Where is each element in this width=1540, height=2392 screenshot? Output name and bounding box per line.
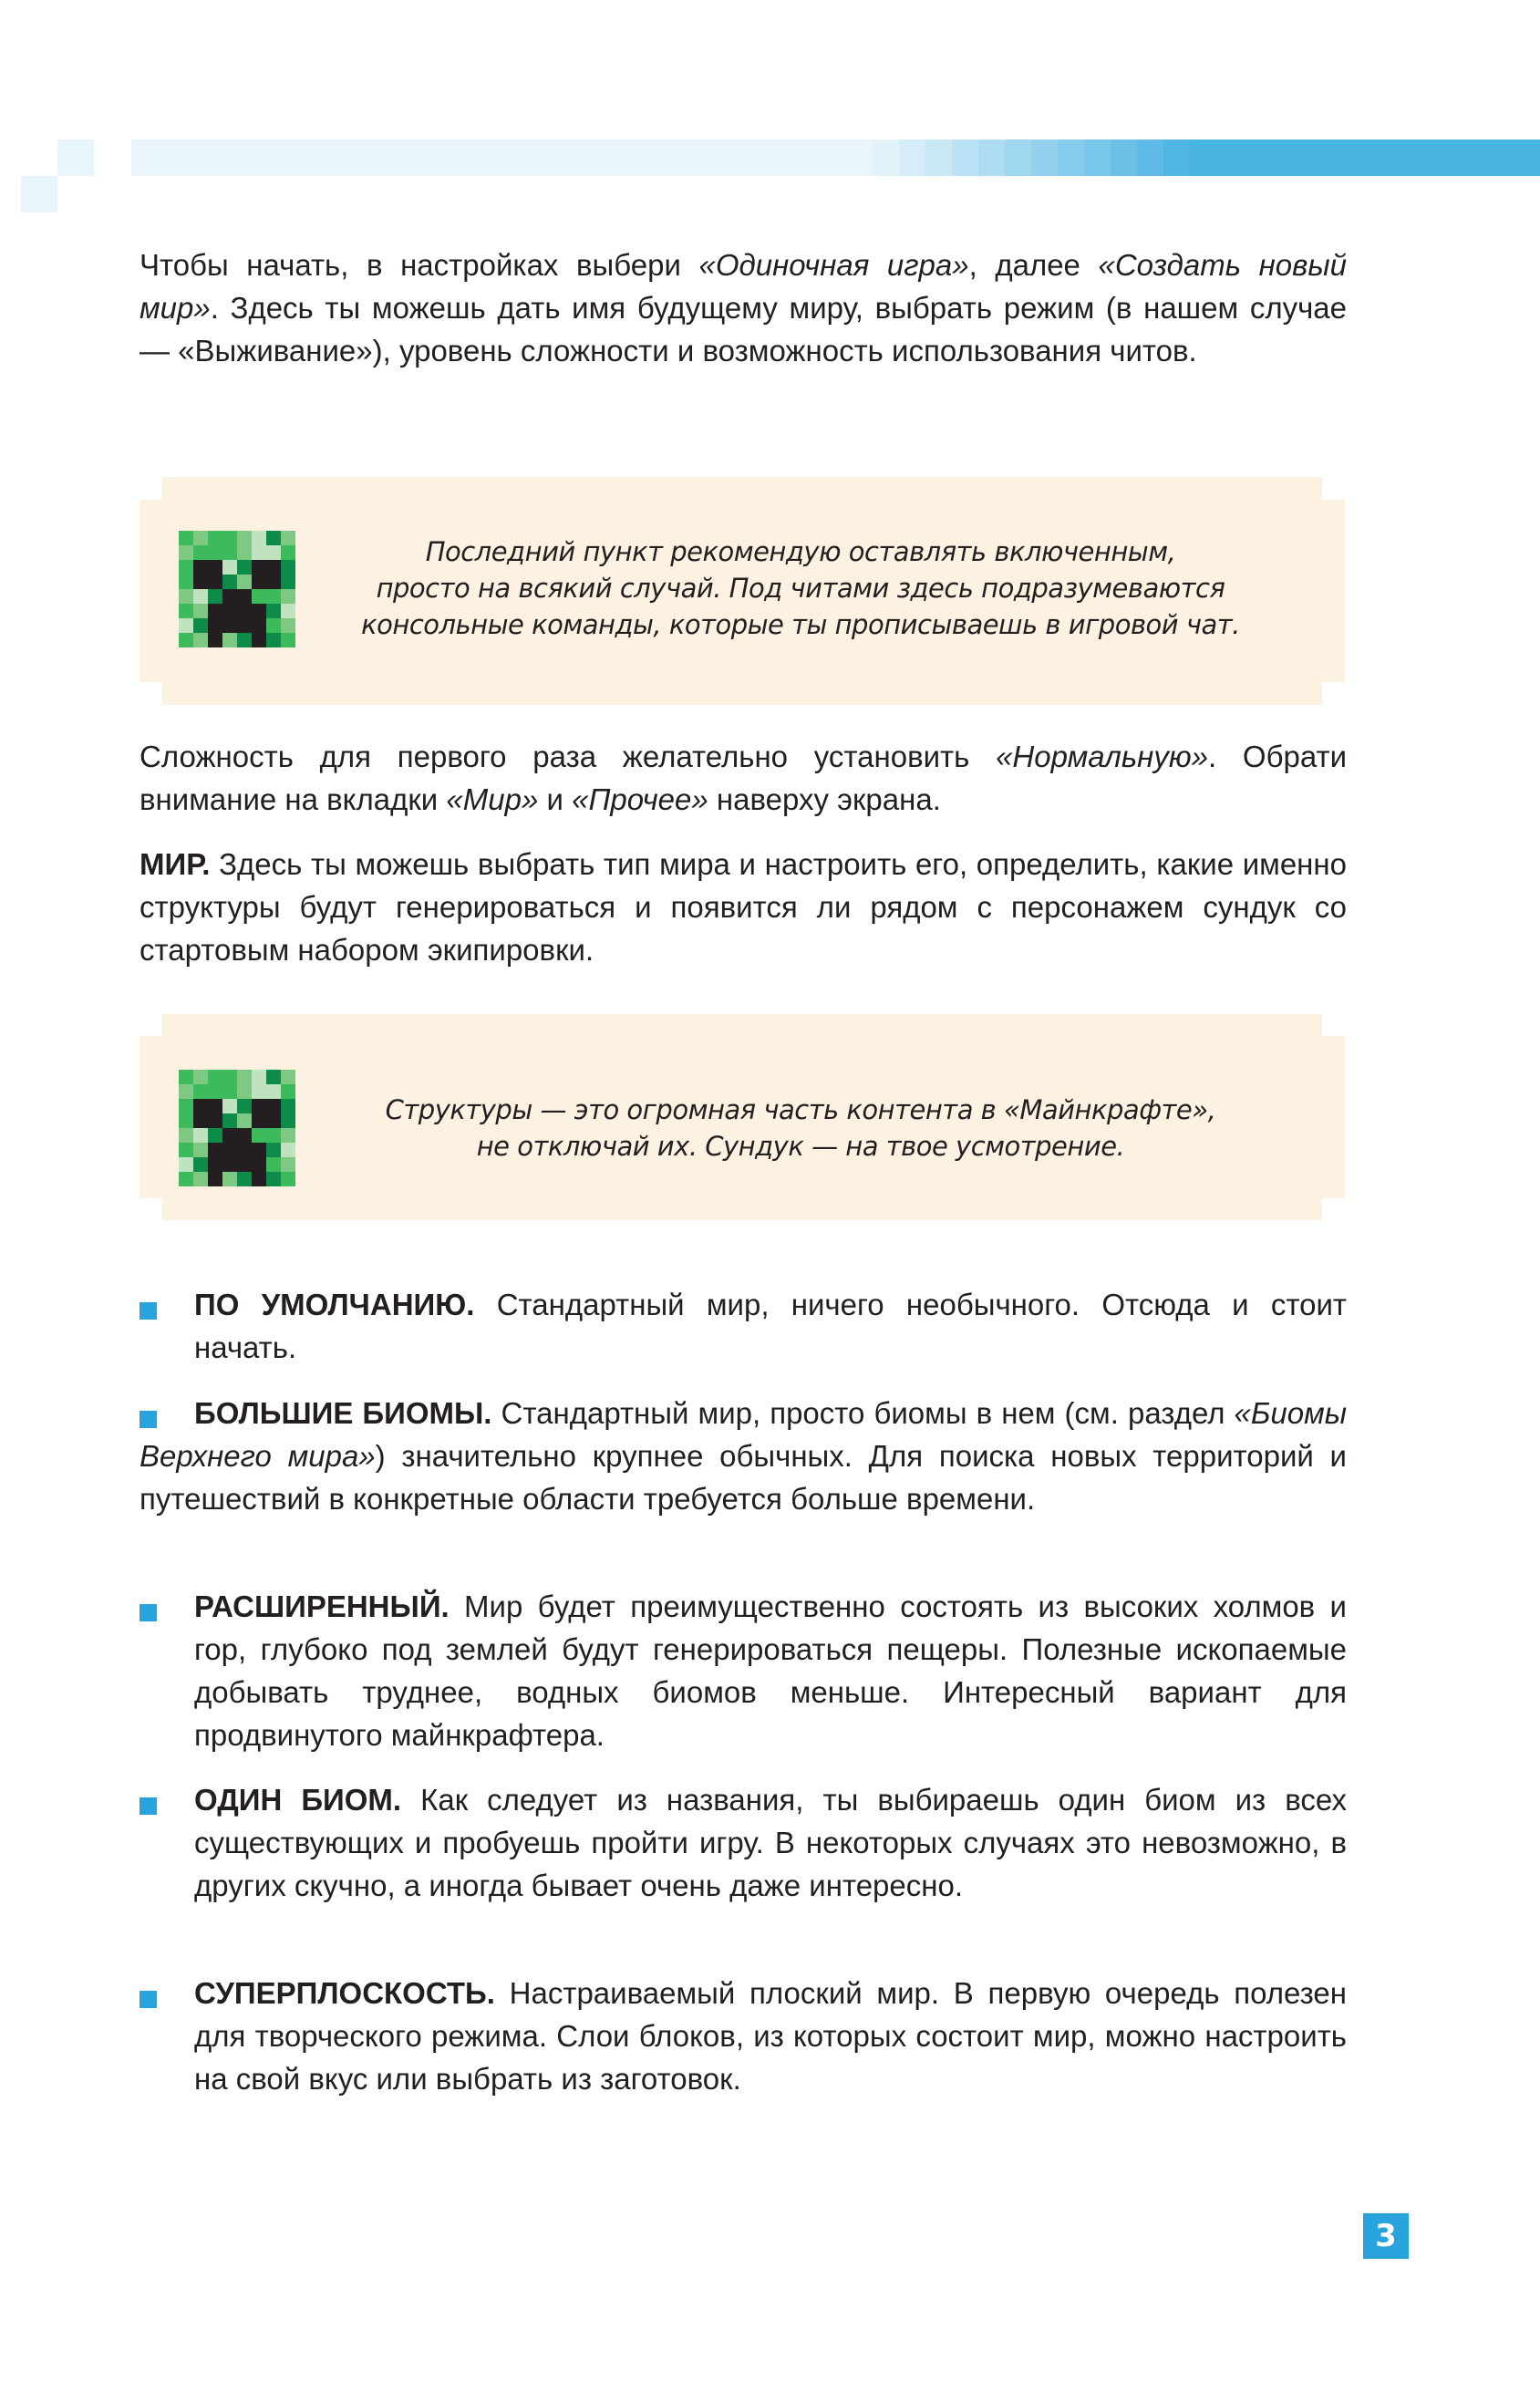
list-item-text: [194, 1283, 1347, 1369]
list-item-text: [194, 1972, 1347, 2100]
bullet-square-icon: [140, 1302, 157, 1320]
header-decor-bar: [0, 0, 1540, 237]
callout-line: консольные команды, которые ты прописываешь в игровой чат.: [361, 609, 1240, 640]
section-label: МИР.: [140, 847, 211, 881]
menu-reference: «Нормальную»: [996, 740, 1208, 773]
bullet-square-icon: [140, 1797, 157, 1815]
header-pale-strip: [131, 140, 873, 176]
tip-callout: [140, 477, 1345, 705]
text: Сложность для первого раза желательно установить: [140, 740, 997, 773]
tab-reference: «Прочее»: [572, 782, 708, 816]
tip-callout: [140, 1014, 1345, 1220]
item-title: ОДИН БИОМ.: [194, 1783, 402, 1817]
item-desc: Стандартный мир, просто биомы в нем (см. раздел: [491, 1396, 1235, 1430]
text: . Обрати внимание на вкладки: [140, 740, 1347, 816]
header-pixel-square: [57, 140, 94, 176]
item-desc: ) значительно крупнее обычных. Для поиска новых территорий и путешествий в конкретные области требуется больше времени.: [140, 1439, 1347, 1516]
item-title: СУПЕРПЛОСКОСТЬ.: [194, 1976, 495, 2010]
creeper-icon: [179, 1070, 295, 1186]
item-desc: Как следует из названия, ты выбираешь один биом из всех существующих и пробуешь пройти игру. В некоторых случаях это невозможно, в других скучно, а иногда бывает очень даже интересно.: [194, 1783, 1347, 1902]
callout-line: Структуры — это огромная часть контента в «Майнкрафте»,: [385, 1094, 1216, 1125]
item-desc: Стандартный мир, ничего необычного. Отсюда и стоит начать.: [194, 1288, 1347, 1364]
section-reference: «Биомы Верхнего мира»: [140, 1396, 1347, 1473]
callout-text: [313, 533, 1288, 643]
list-item-text: [194, 1585, 1347, 1756]
bullet-square-icon: [140, 1604, 157, 1621]
text: и: [538, 782, 573, 816]
list-item-text: [194, 1778, 1347, 1907]
item-desc: Мир будет преимущественно состоять из высоких холмов и гор, глубоко под землей будут генерироваться пещеры. Полезные ископаемые добывать труднее, водных биомов меньше. Интересный вариант для продвинутого майнкрафтера.: [194, 1589, 1347, 1752]
difficulty-paragraph: [140, 735, 1347, 821]
menu-reference: «Одиночная игра»: [698, 248, 969, 282]
item-desc: Настраиваемый плоский мир. В первую очередь полезен для творческого режима. Слои блоков, из которых состоит мир, можно настроить на свой вкус или выбрать из заготовок.: [194, 1976, 1347, 2096]
item-title: БОЛЬШИЕ БИОМЫ.: [194, 1396, 492, 1430]
list-item-text: [140, 1392, 1347, 1520]
text: Чтобы начать, в настройках выбери: [140, 248, 699, 282]
creeper-icon: [179, 531, 295, 647]
tab-reference: «Мир»: [446, 782, 539, 816]
menu-reference: «Создать новый мир»: [140, 248, 1347, 325]
callout-line: не отключай их. Сундук — на твое усмотрение.: [476, 1131, 1125, 1162]
callout-line: Последний пункт рекомендую оставлять включенным,: [425, 536, 1176, 567]
callout-text: [313, 1092, 1288, 1165]
text: Здесь ты можешь выбрать тип мира и настроить его, определить, какие именно структуры будут генерироваться и появится ли рядом с персонажем сундук со стартовым набором экипировки.: [140, 847, 1347, 967]
header-pixel-square: [21, 176, 57, 212]
bullet-square-icon: [140, 1991, 157, 2008]
text: , далее: [968, 248, 1099, 282]
world-paragraph: [140, 843, 1347, 971]
item-title: ПО УМОЛЧАНИЮ.: [194, 1288, 475, 1321]
intro-paragraph: [140, 243, 1347, 372]
text: . Здесь ты можешь дать имя будущему миру, выбрать режим (в нашем случае — «Выживание»), уровень сложности и возможность использования читов.: [140, 291, 1347, 368]
item-title: РАСШИРЕННЫЙ.: [194, 1589, 450, 1623]
callout-line: просто на всякий случай. Под читами здесь подразумеваются: [376, 573, 1225, 604]
text: наверху экрана.: [708, 782, 941, 816]
page-number: 3: [1363, 2213, 1409, 2259]
